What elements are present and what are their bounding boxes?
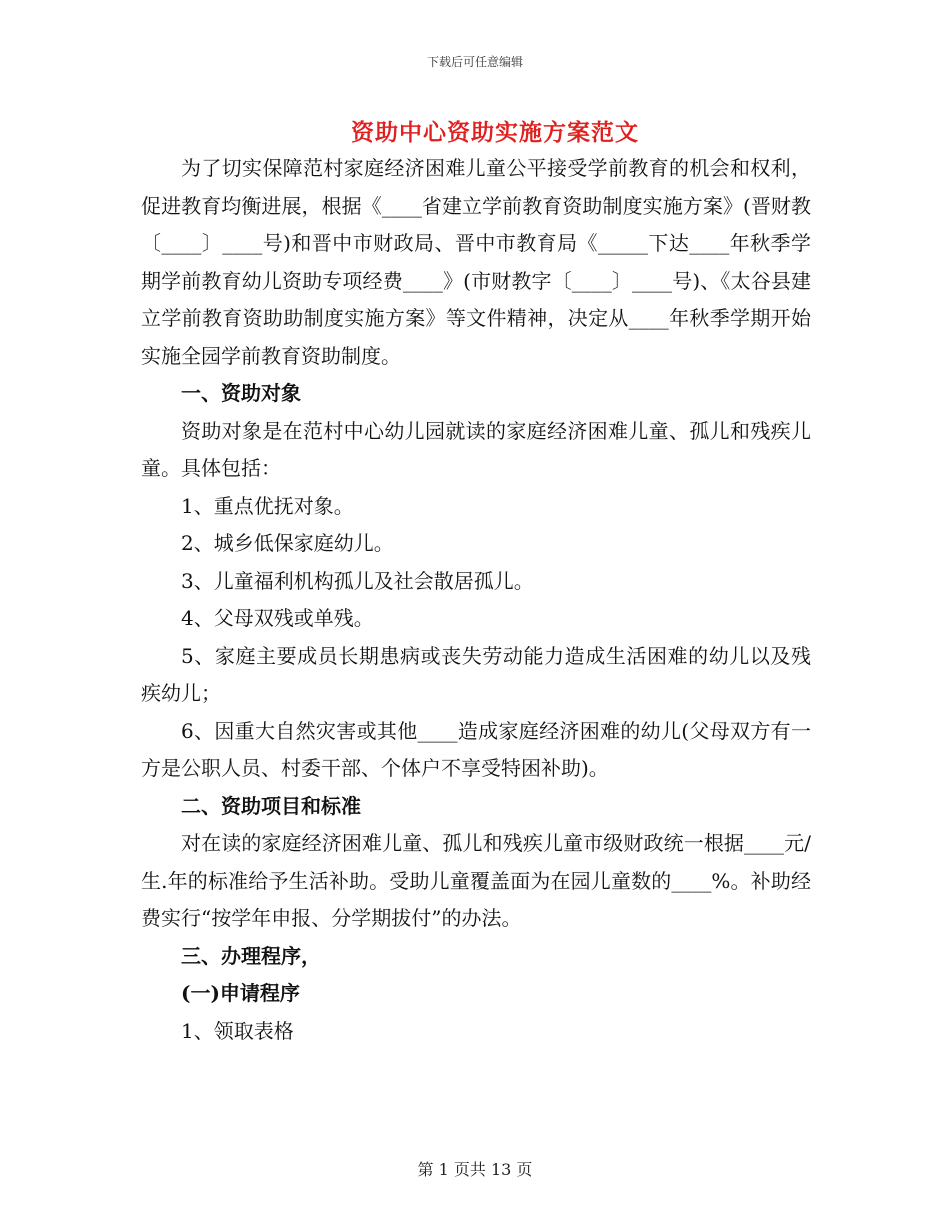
- list-item: 4、父母双残或单残。: [181, 606, 374, 630]
- list-item: 2、城乡低保家庭幼儿。: [181, 531, 394, 555]
- page-number: 第 1 页共 13 页: [417, 1160, 533, 1179]
- list-item: 3、儿童福利机构孤儿及社会散居孤儿。: [181, 568, 534, 593]
- header-note: 下载后可任意编辑: [426, 55, 523, 69]
- standards-paragraph: 对在读的家庭经济困难儿童、孤儿和残疾儿童市级财政统一根据____元/生.年的标准给予生活补助。受助儿童覆盖面为在园儿童数的____%。补助经费实行“按学年申报、分学期拔付”的办法。: [141, 831, 811, 930]
- section-heading-standards: 二、资助项目和标准: [181, 793, 361, 818]
- recipients-paragraph: 资助对象是在范村中心幼儿园就读的家庭经济困难儿童、孤儿和残疾儿童。具体包括：: [141, 418, 811, 480]
- document-body: [141, 150, 811, 1050]
- section-heading-procedure: 三、办理程序，: [181, 943, 321, 968]
- list-item: 6、因重大自然灾害或其他____造成家庭经济困难的幼儿(父母双方有一方是公职人员、村委干部、个体户不享受特困补助)。: [141, 718, 811, 780]
- list-item: 1、领取表格: [181, 1018, 294, 1043]
- section-heading-recipients: 一、资助对象: [181, 381, 301, 405]
- intro-paragraph: 为了切实保障范村家庭经济困难儿童公平接受学前教育的机会和权利，促进教育均衡进展，根据《____省建立学前教育资助制度实施方案》(晋财教〔____〕____号)和晋中市财政局、晋中市教育局《_____下达____年秋季学期学前教育幼儿资助专项经费____》(市财教字〔____〕____号)、《太谷县建立学前教育资助助制度实施方案》等文件精神，决定从____年秋季学期开始实施全园学前教育资助制度。: [141, 156, 811, 368]
- list-item: 5、家庭主要成员长期患病或丧失劳动能力造成生活困难的幼儿以及残疾幼儿；: [141, 643, 811, 705]
- subsection-heading-application: (一)申请程序: [181, 981, 300, 1005]
- list-item: 1、重点优抚对象。: [181, 493, 354, 518]
- document-title: 资助中心资助实施方案范文: [351, 119, 639, 146]
